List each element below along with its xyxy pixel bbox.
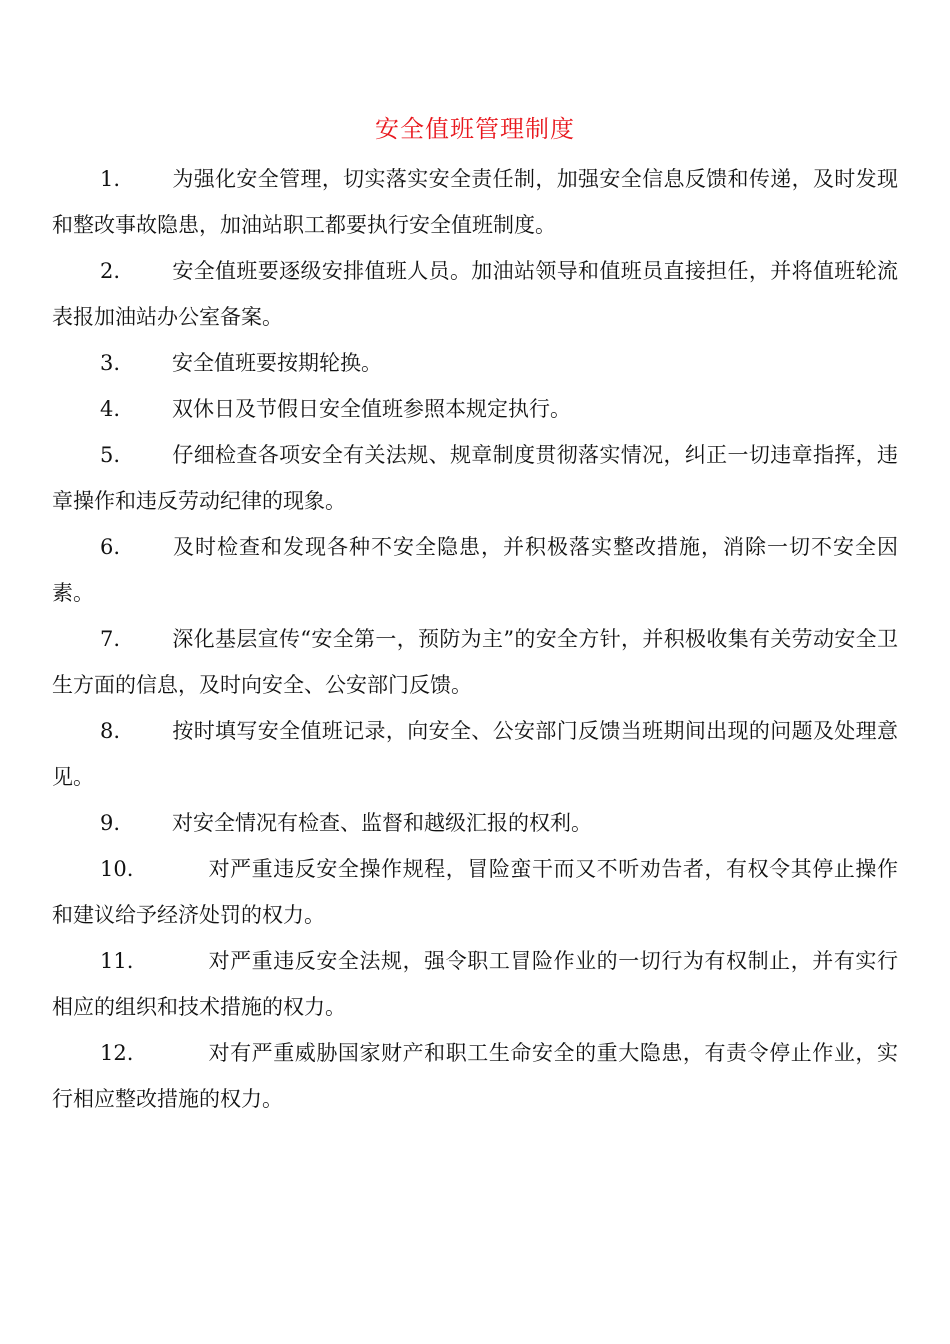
clause-number: 12.: [100, 1041, 134, 1065]
clause-number: 9.: [100, 811, 121, 835]
clause-number: 8.: [100, 719, 121, 743]
document-title: 安全值班管理制度: [375, 115, 575, 143]
clause-7: [52, 616, 898, 708]
clause-number: 7.: [100, 627, 121, 651]
clause-6: [52, 524, 898, 616]
clause-text: 及时检查和发现各种不安全隐患，并积极落实整改措施，消除一切不安全因素。: [52, 535, 898, 605]
clause-number: 1.: [100, 167, 121, 191]
document-page: [52, 112, 898, 1122]
clause-text: 对严重违反安全操作规程，冒险蛮干而又不听劝告者，有权令其停止操作和建议给予经济处罚的权力。: [52, 857, 898, 927]
clause-9: [52, 800, 898, 846]
clause-10: [52, 846, 898, 938]
clause-12: [52, 1030, 898, 1122]
clause-number: 3.: [100, 351, 121, 375]
clause-text: 对有严重威胁国家财产和职工生命安全的重大隐患，有责令停止作业，实行相应整改措施的权力。: [52, 1041, 898, 1111]
clause-1: [52, 156, 898, 248]
clause-2: [52, 248, 898, 340]
clause-text: 安全值班要按期轮换。: [172, 351, 382, 375]
clause-11: [52, 938, 898, 1030]
clause-number: 4.: [100, 397, 121, 421]
clause-number: 6.: [100, 535, 121, 559]
clause-number: 2.: [100, 259, 121, 283]
clause-number: 5.: [100, 443, 121, 467]
clause-text: 对严重违反安全法规，强令职工冒险作业的一切行为有权制止，并有实行相应的组织和技术措施的权力。: [52, 949, 898, 1019]
clause-text: 安全值班要逐级安排值班人员。加油站领导和值班员直接担任，并将值班轮流表报加油站办公室备案。: [52, 259, 898, 329]
clause-3: [52, 340, 898, 386]
clause-text: 为强化安全管理，切实落实安全责任制，加强安全信息反馈和传递，及时发现和整改事故隐患，加油站职工都要执行安全值班制度。: [52, 167, 898, 237]
clause-number: 11.: [100, 949, 134, 973]
clause-text: 对安全情况有检查、监督和越级汇报的权利。: [172, 811, 592, 835]
clause-4: [52, 386, 898, 432]
clause-text: 深化基层宣传“安全第一，预防为主”的安全方针，并积极收集有关劳动安全卫生方面的信息，及时向安全、公安部门反馈。: [52, 627, 898, 697]
clause-8: [52, 708, 898, 800]
clause-text: 双休日及节假日安全值班参照本规定执行。: [172, 397, 571, 421]
clause-text: 仔细检查各项安全有关法规、规章制度贯彻落实情况，纠正一切违章指挥，违章操作和违反劳动纪律的现象。: [52, 443, 898, 513]
clause-5: [52, 432, 898, 524]
clause-number: 10.: [100, 857, 134, 881]
clause-text: 按时填写安全值班记录，向安全、公安部门反馈当班期间出现的问题及处理意见。: [52, 719, 898, 789]
